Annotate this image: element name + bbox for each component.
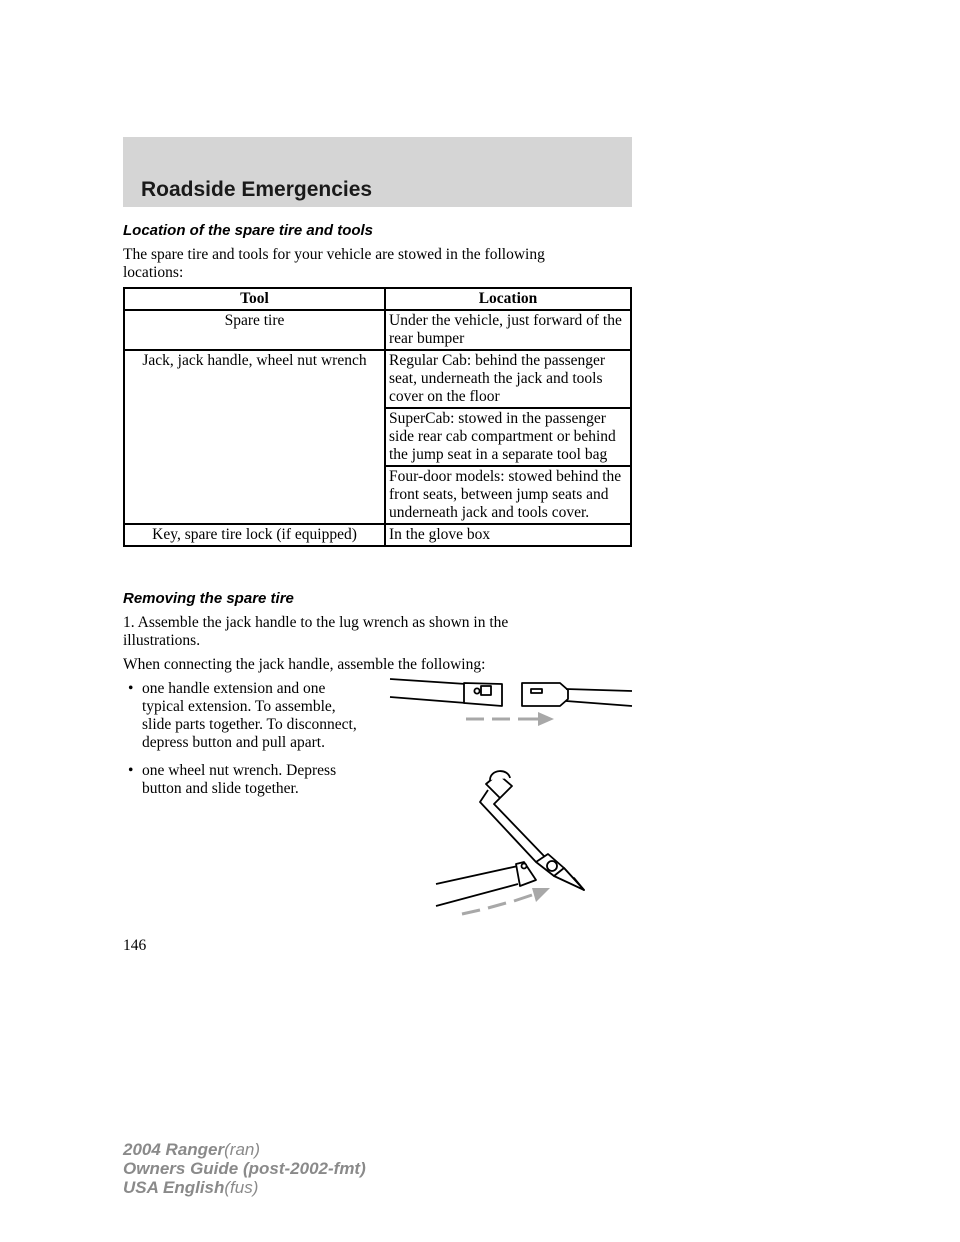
column-header-location: Location bbox=[385, 288, 631, 310]
location-cell: Regular Cab: behind the passenger seat, underneath the jack and tools cover on the floor bbox=[385, 350, 631, 408]
location-cell: Four-door models: stowed behind the front seats, between jump seats and underneath jack and tools cover. bbox=[385, 466, 631, 524]
list-item: • one handle extension and one typical extension. To assemble, slide parts together. To disconnect, depress button and pull apart. bbox=[128, 680, 357, 751]
footer-line-1: 2004 Ranger(ran) bbox=[123, 1140, 261, 1159]
tool-cell: Jack, jack handle, wheel nut wrench bbox=[124, 350, 385, 524]
location-cell: In the glove box bbox=[385, 524, 631, 546]
column-header-tool: Tool bbox=[124, 288, 385, 310]
page-number: 146 bbox=[123, 937, 147, 954]
tools-location-table bbox=[123, 287, 632, 547]
document-footer bbox=[123, 1140, 366, 1197]
list-item: • one wheel nut wrench. Depress button and slide together. bbox=[128, 762, 337, 797]
step-1-text: 1. Assemble the jack handle to the lug wrench as shown in the illustrations. bbox=[123, 614, 509, 649]
footer-line-3: USA English(fus) bbox=[123, 1178, 259, 1197]
section-title: Roadside Emergencies bbox=[141, 178, 373, 201]
section-header-band bbox=[123, 137, 632, 207]
table-header-row bbox=[124, 288, 631, 310]
handle-extension-illustration bbox=[388, 672, 634, 728]
tool-cell: Spare tire bbox=[124, 310, 385, 350]
table-row bbox=[124, 310, 631, 350]
lug-wrench-illustration bbox=[432, 764, 632, 916]
spare-tire-intro: The spare tire and tools for your vehicle are stowed in the following locations: bbox=[123, 246, 545, 281]
connecting-intro: When connecting the jack handle, assemble the following: bbox=[123, 656, 486, 673]
footer-line-2: Owners Guide (post-2002-fmt) bbox=[123, 1159, 366, 1178]
assembly-bullet-list bbox=[128, 680, 368, 808]
tool-cell: Key, spare tire lock (if equipped) bbox=[124, 524, 385, 546]
table-row bbox=[124, 524, 631, 546]
spare-tire-heading: Location of the spare tire and tools bbox=[123, 222, 374, 239]
table-row bbox=[124, 350, 631, 408]
removing-heading: Removing the spare tire bbox=[123, 590, 294, 607]
location-cell: Under the vehicle, just forward of the rear bumper bbox=[385, 310, 631, 350]
location-cell: SuperCab: stowed in the passenger side rear cab compartment or behind the jump seat in a separate tool bag bbox=[385, 408, 631, 466]
